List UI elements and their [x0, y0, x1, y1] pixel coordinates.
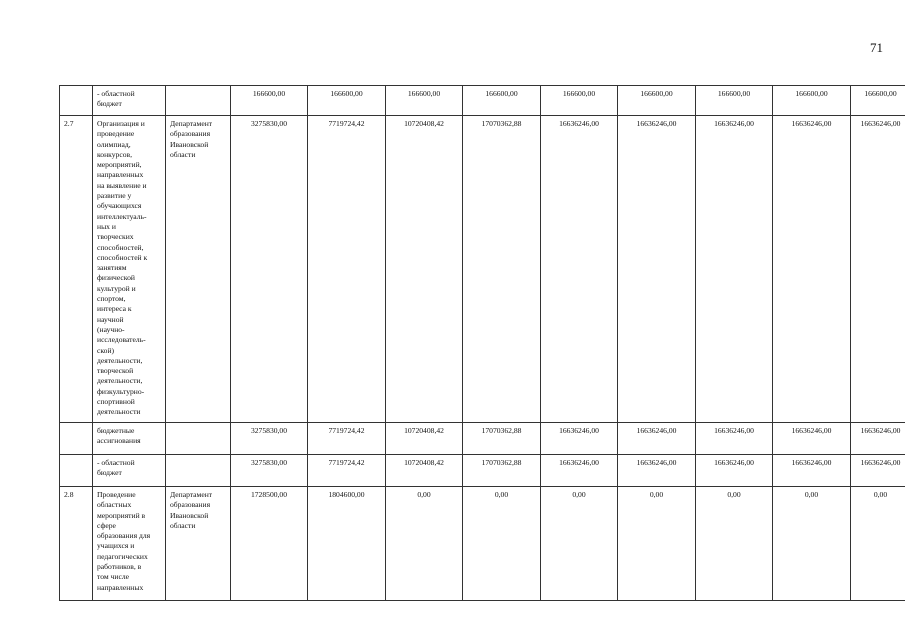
- row-name-cell: Проведение областных мероприятий в сфере образования для учащихся и педагогических работников, в том числе направленных: [93, 487, 166, 601]
- row-value-cell: 3275830,00: [231, 423, 308, 455]
- row-value-cell: 166600,00: [851, 86, 905, 116]
- row-value-cell: 10720408,42: [386, 423, 463, 455]
- row-index-cell: [60, 423, 93, 455]
- row-value-cell: 16636246,00: [696, 423, 773, 455]
- row-value-cell: 10720408,42: [386, 455, 463, 487]
- row-value-cell: 166600,00: [696, 86, 773, 116]
- row-value-cell: 0,00: [386, 487, 463, 601]
- row-value-cell: 17070362,88: [463, 455, 541, 487]
- row-value-cell: 17070362,88: [463, 423, 541, 455]
- row-value-cell: 17070362,88: [463, 116, 541, 423]
- row-value-cell: 3275830,00: [231, 116, 308, 423]
- row-index-cell: [60, 455, 93, 487]
- row-value-cell: 166600,00: [463, 86, 541, 116]
- row-value-cell: 166600,00: [773, 86, 851, 116]
- row-value-cell: 166600,00: [308, 86, 386, 116]
- row-value-cell: 0,00: [696, 487, 773, 601]
- row-value-cell: 7719724,42: [308, 116, 386, 423]
- row-value-cell: 16636246,00: [851, 455, 905, 487]
- table-row: [60, 487, 905, 601]
- row-value-cell: 16636246,00: [851, 116, 905, 423]
- row-index-cell: 2.8: [60, 487, 93, 601]
- row-name-cell: - областной бюджет: [93, 86, 166, 116]
- row-value-cell: 16636246,00: [696, 455, 773, 487]
- row-value-cell: 166600,00: [618, 86, 696, 116]
- row-index-cell: [60, 86, 93, 116]
- row-value-cell: 16636246,00: [541, 116, 618, 423]
- row-index-cell: 2.7: [60, 116, 93, 423]
- row-value-cell: 7719724,42: [308, 423, 386, 455]
- table-row: [60, 455, 905, 487]
- row-value-cell: 7719724,42: [308, 455, 386, 487]
- row-value-cell: 16636246,00: [851, 423, 905, 455]
- row-value-cell: 0,00: [773, 487, 851, 601]
- row-value-cell: 0,00: [851, 487, 905, 601]
- table-row: [60, 86, 905, 116]
- row-value-cell: 1804600,00: [308, 487, 386, 601]
- table-row: [60, 423, 905, 455]
- row-value-cell: 16636246,00: [773, 455, 851, 487]
- row-value-cell: 0,00: [618, 487, 696, 601]
- row-name-cell: бюджетные ассигнования: [93, 423, 166, 455]
- row-value-cell: 16636246,00: [773, 423, 851, 455]
- row-value-cell: 166600,00: [386, 86, 463, 116]
- table-row: [60, 116, 905, 423]
- row-value-cell: 3275830,00: [231, 455, 308, 487]
- row-value-cell: 1728500,00: [231, 487, 308, 601]
- row-department-cell: Департамент образования Ивановской области: [166, 116, 231, 423]
- row-name-cell: Организация и проведение олимпиад, конкурсов, мероприятий, направленных на выявление и развитие у обучающихся интеллектуаль- ных и творческих способностей, способностей к занятиям физической культурой и спортом, интереса к научной (научно- исследователь- ской) деятельности, творческой деятельности, физкультурно- спортивной деятельности: [93, 116, 166, 423]
- row-name-cell: - областной бюджет: [93, 455, 166, 487]
- row-value-cell: 166600,00: [541, 86, 618, 116]
- row-value-cell: 16636246,00: [618, 116, 696, 423]
- row-value-cell: 0,00: [541, 487, 618, 601]
- row-value-cell: 16636246,00: [618, 455, 696, 487]
- row-department-cell: [166, 86, 231, 116]
- budget-table: [59, 85, 905, 601]
- row-value-cell: 16636246,00: [696, 116, 773, 423]
- row-value-cell: 16636246,00: [618, 423, 696, 455]
- row-value-cell: 16636246,00: [541, 455, 618, 487]
- row-department-cell: [166, 423, 231, 455]
- row-value-cell: 16636246,00: [773, 116, 851, 423]
- row-value-cell: 166600,00: [231, 86, 308, 116]
- row-value-cell: 0,00: [463, 487, 541, 601]
- row-value-cell: 10720408,42: [386, 116, 463, 423]
- row-value-cell: 16636246,00: [541, 423, 618, 455]
- row-department-cell: [166, 455, 231, 487]
- page-number: 71: [870, 40, 883, 55]
- row-department-cell: Департамент образования Ивановской области: [166, 487, 231, 601]
